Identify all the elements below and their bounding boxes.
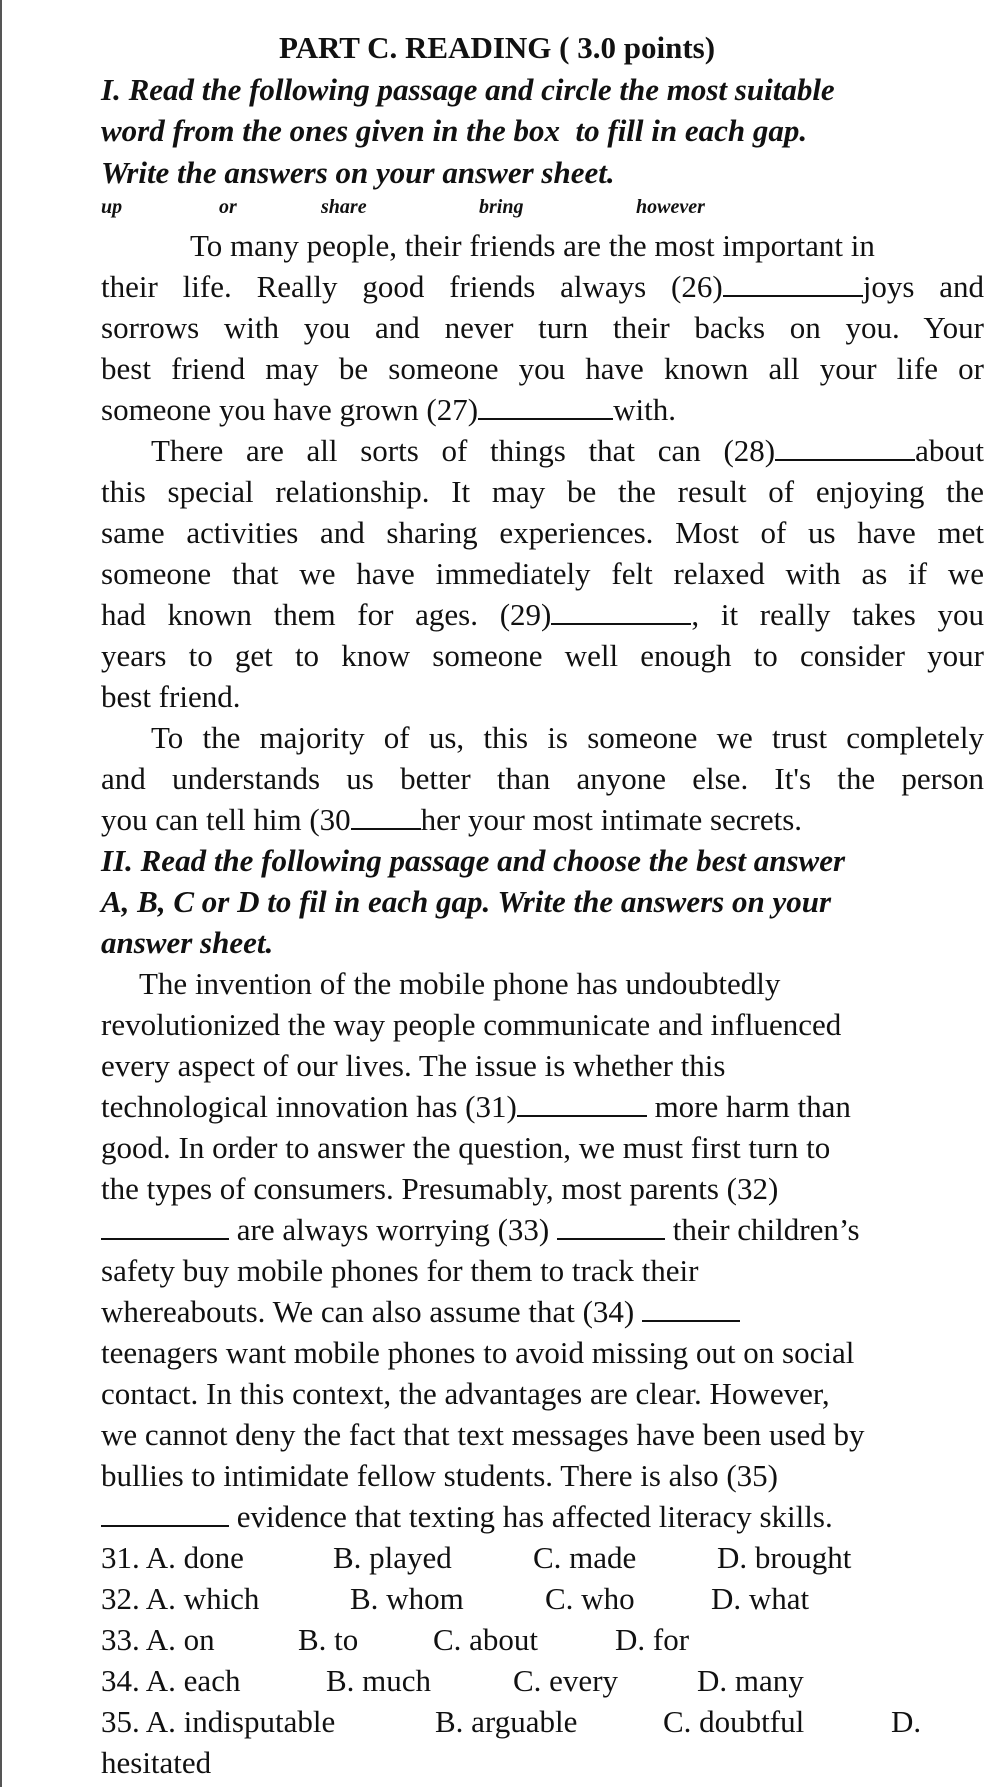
gap-33 bbox=[557, 1212, 665, 1240]
option-d: D. for bbox=[615, 1622, 690, 1657]
option-c: C. doubtful bbox=[663, 1704, 805, 1739]
section1-instruction-line3: Write the answers on your answer sheet. bbox=[101, 155, 615, 190]
option-d: D. bbox=[891, 1704, 922, 1739]
option-c: C. who bbox=[545, 1581, 635, 1616]
option-d-wrap: hesitated bbox=[101, 1745, 212, 1780]
section1-instruction-line1: I. Read the following passage and circle the most suitable bbox=[101, 72, 835, 107]
option-d: D. what bbox=[711, 1581, 810, 1616]
passage1-line: same activities and sharing experiences. Most of us have met bbox=[101, 515, 984, 550]
passage2-line: contact. In this context, the advantages are clear. However, bbox=[101, 1376, 830, 1411]
page-border bbox=[0, 0, 2, 1787]
gap-26 bbox=[723, 269, 863, 297]
gap-35 bbox=[101, 1499, 229, 1527]
passage2-line: we cannot deny the fact that text messages have been used by bbox=[101, 1417, 865, 1452]
section2-instruction-line1: II. Read the following passage and choose the best answer bbox=[101, 843, 846, 878]
box-word-up: up bbox=[101, 196, 123, 218]
passage1-line: best friend may be someone you have known all your life or bbox=[101, 351, 984, 386]
box-word-however: however bbox=[636, 196, 705, 218]
option-a: 34. A. each bbox=[101, 1663, 241, 1698]
passage1-line: years to get to know someone well enough to consider your bbox=[101, 638, 984, 673]
option-b: B. to bbox=[298, 1622, 359, 1657]
option-b: B. arguable bbox=[435, 1704, 578, 1739]
passage2-line: good. In order to answer the question, we must first turn to bbox=[101, 1130, 831, 1165]
option-c: C. about bbox=[433, 1622, 539, 1657]
gap-27 bbox=[478, 392, 613, 420]
option-c: C. every bbox=[513, 1663, 619, 1698]
option-a: 35. A. indisputable bbox=[101, 1704, 336, 1739]
passage2-line: The invention of the mobile phone has undoubtedly bbox=[139, 966, 781, 1001]
section2-instruction-line3: answer sheet. bbox=[101, 925, 274, 960]
gap-31 bbox=[517, 1089, 647, 1117]
passage2-line: evidence that texting has affected literacy skills. bbox=[101, 1499, 833, 1535]
passage1-line: There are all sorts of things that can (28) about bbox=[151, 433, 984, 468]
passage1-line: someone that we have immediately felt relaxed with as if we bbox=[101, 556, 984, 591]
page-title: PART C. READING ( 3.0 points) bbox=[278, 30, 716, 65]
box-word-bring: bring bbox=[479, 196, 524, 218]
option-d: D. many bbox=[697, 1663, 804, 1698]
passage1-line: this special relationship. It may be the result of enjoying the bbox=[101, 474, 984, 509]
passage2-line: technological innovation has (31) more harm than bbox=[101, 1089, 851, 1124]
passage1-line: someone you have grown (27) with. bbox=[101, 392, 676, 427]
passage2-line: every aspect of our lives. The issue is whether this bbox=[101, 1048, 726, 1083]
passage2-line: are always worrying (33) their children’s bbox=[101, 1212, 860, 1248]
passage1-line: best friend. bbox=[101, 679, 241, 714]
passage2-line: bullies to intimidate fellow students. There is also (35) bbox=[101, 1458, 779, 1493]
option-a: 31. A. done bbox=[101, 1540, 244, 1575]
option-b: B. much bbox=[326, 1663, 432, 1698]
option-a: 33. A. on bbox=[101, 1622, 215, 1657]
passage1-line: To the majority of us, this is someone we trust completely bbox=[151, 720, 984, 755]
box-word-or: or bbox=[219, 196, 237, 218]
passage1-line: and understands us better than anyone else. It's the person bbox=[101, 761, 984, 796]
option-c: C. made bbox=[533, 1540, 637, 1575]
passage2-line: teenagers want mobile phones to avoid missing out on social bbox=[101, 1335, 855, 1370]
box-word-share: share bbox=[321, 196, 367, 218]
option-b: B. played bbox=[333, 1540, 452, 1575]
passage1-line: you can tell him (30 her your most intimate secrets. bbox=[101, 802, 803, 837]
passage1-line: To many people, their friends are the most important in bbox=[190, 228, 875, 263]
passage2-line: the types of consumers. Presumably, most parents (32) bbox=[101, 1171, 779, 1206]
passage1-line: sorrows with you and never turn their backs on you. Your bbox=[101, 310, 984, 345]
option-b: B. whom bbox=[350, 1581, 464, 1616]
gap-28 bbox=[775, 433, 915, 461]
passage1-line: their life. Really good friends always (26) joys and bbox=[101, 269, 984, 304]
passage2-line: revolutionized the way people communicate and influenced bbox=[101, 1007, 842, 1042]
passage2-line: whereabouts. We can also assume that (34) bbox=[101, 1294, 740, 1330]
gap-34 bbox=[642, 1294, 740, 1322]
section1-instruction-line2: word from the ones given in the box to fill in each gap. bbox=[101, 113, 808, 148]
option-a: 32. A. which bbox=[101, 1581, 260, 1616]
section2-instruction-line2: A, B, C or D to fil in each gap. Write the answers on your bbox=[101, 884, 832, 919]
gap-29 bbox=[551, 597, 691, 625]
option-d: D. brought bbox=[717, 1540, 852, 1575]
gap-32 bbox=[101, 1212, 229, 1240]
passage2-line: safety buy mobile phones for them to track their bbox=[101, 1253, 699, 1288]
passage1-line: had known them for ages. (29) , it really takes you bbox=[101, 597, 984, 632]
gap-30 bbox=[351, 802, 421, 830]
